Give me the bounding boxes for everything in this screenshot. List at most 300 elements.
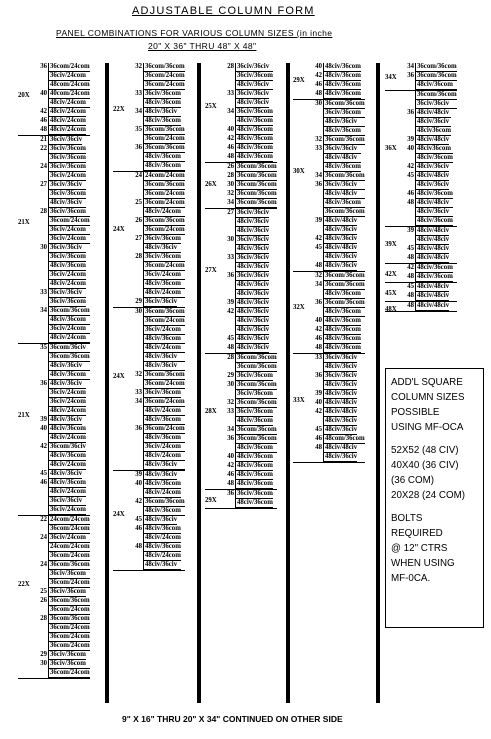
column-divider [105,63,109,703]
panel-width [401,91,415,109]
width-row [401,145,457,163]
panel-combination: 48civ/36com [325,326,361,333]
width-row [34,163,90,181]
panel-width: 39 [407,227,414,234]
width-row [129,90,185,108]
panel-combination: 48civ/36com [145,543,181,550]
width-row [221,354,277,372]
panel-combination: 48civ/36civ [325,363,358,370]
panel-combination: 40com/24com [50,90,90,97]
column-size-label: 39X [385,241,397,249]
panel-combination: 48civ/36com [325,90,361,97]
panel-combination: 36civ/36com [49,660,90,669]
panel-combination: 48civ/36com [417,154,453,161]
size-group [385,91,457,227]
panel-combination: 36com/24com [145,72,185,79]
width-row [221,408,277,426]
panel-width: 42 [315,408,322,415]
width-row [309,81,365,90]
panel-combination: 48civ/36com [325,81,361,88]
panel-combination: 48civ/24com [50,488,86,495]
note-line [391,503,483,511]
width-row [34,479,90,515]
panel-combination: 36civ/36com [50,154,86,161]
panel-combination: 48civ/36civ [237,99,270,106]
panel-combination: 48civ/36civ [417,163,450,170]
panel-combination: 48civ/36civ [325,381,358,388]
panel-width: 32 [135,63,142,70]
panel-combination: 48civ/36com [50,452,86,459]
width-row [221,490,277,508]
panel-width: 48 [227,480,234,487]
panel-combination: 48civ/36civ [325,253,358,260]
width-row [221,272,277,299]
panel-combination: 36civ/36civ [237,209,270,216]
panel-width: 45 [227,335,234,342]
panel-width: 45 [315,244,322,251]
panel-combination: 48com/24com [50,81,90,88]
panel-width: 26 [135,217,142,224]
panel-width: 39 [315,217,322,224]
panel-combination: 36com/36com [417,72,457,79]
panel-combination: 48civ/24com [145,534,181,541]
width-row [129,144,185,171]
column-size-label: 36X [385,145,397,152]
panel-combination: 36com/36civ [49,344,90,353]
panel-width: 40 [315,63,322,70]
panel-combination: 36civ/36civ [236,63,273,72]
panel-width: 21 [40,136,47,143]
panel-width: 36 [40,380,47,387]
panel-combination: 36com/36com [237,354,277,361]
panel-combination: 36com/24com [50,552,90,559]
panel-combination: 48civ/36com [325,72,361,79]
panel-combination: 36com/36com [325,281,365,288]
panel-width: 45 [407,172,414,179]
panel-width: 46 [315,335,322,342]
panel-combination: 48civ/36civ [237,308,270,315]
panel-width: 46 [227,471,234,478]
width-row [309,90,365,99]
size-group [293,63,365,100]
width-row [129,172,185,199]
width-row [34,470,90,479]
panel-combination: 48com/36com [325,435,365,442]
panel-combination: 48civ/36civ [237,317,270,324]
panel-combination: 36com/36com [145,371,185,378]
panel-combination: 36civ/36com [237,108,273,115]
panel-combination: 48civ/36com [324,127,365,136]
additional-sizes-note [385,368,484,628]
panel-combination: 48civ/24com [50,108,86,115]
panel-width: 26 [227,163,234,170]
note-line: COLUMN SIZES [391,392,465,403]
width-row [34,126,90,135]
panel-width: 34 [135,398,142,405]
width-row [221,480,277,489]
width-row [34,244,90,289]
panel-width: 34 [227,108,234,115]
width-row [221,63,277,90]
note-line: ADD'L SQUARE [391,377,463,388]
width-row [34,344,90,380]
width-row [309,63,365,72]
table-column [113,63,185,571]
panel-combination: 36civ/36civ [324,145,361,154]
panel-combination: 36com/36com [237,399,277,406]
panel-combination: 36civ/24com [144,326,185,335]
panel-combination: 48civ/48civ [417,283,450,290]
panel-width: 27 [135,235,142,242]
panel-combination: 36civ/36com [236,390,277,399]
width-row [34,615,90,651]
panel-combination: 36com/24com [145,135,185,142]
panel-width: 29 [135,298,142,305]
width-row [34,416,90,425]
panel-combination: 36civ/36com [324,109,365,118]
panel-combination: 36civ/36com [50,253,86,260]
note-line: 40X40 (36 CIV) [391,460,459,471]
column-size-label: 24X [113,226,125,233]
panel-combination: 36civ/36com [145,389,181,396]
width-row [309,390,365,399]
width-row [401,172,457,190]
panel-width: 40 [315,317,322,324]
panel-combination: 48civ/36com [237,135,273,142]
width-row [221,172,277,181]
panel-width: 39 [315,390,322,397]
panel-combination: 36com/24com [145,425,185,432]
panel-combination: 36civ/24com [144,271,185,280]
panel-width: 39 [407,136,414,143]
column-size-label: 26X [205,181,217,188]
width-row [401,254,457,263]
panel-width: 28 [135,253,142,260]
panel-combination: 48civ/36com [145,480,181,487]
panel-combination: 48civ/48civ [324,190,365,199]
panel-combination: 36civ/36civ [237,272,270,279]
panel-combination: 48civ/48civ [325,408,358,415]
panel-width: 33 [135,389,142,396]
panel-combination: 36com/36com [237,172,277,179]
panel-combination: 48civ36com [417,145,451,152]
width-row [129,425,185,470]
panel-combination: 36com/36com [325,136,365,143]
panel-width: 36 [227,490,234,497]
panel-width: 32 [315,272,322,279]
panel-combination: 48civ/36civ [144,108,181,117]
panel-width: 36 [315,299,322,306]
width-row [34,181,90,208]
size-group [18,136,90,344]
width-row [221,335,277,344]
panel-combination: 36civ/36com [49,570,90,579]
panel-width: 36 [40,63,47,70]
panel-combination: 48civ/24com [144,407,185,416]
panel-combination: 48civ/36com [325,163,361,170]
panel-width: 40 [315,399,322,406]
panel-combination: 48civ/36com [144,280,185,289]
panel-combination: 48civ/36com [49,371,90,380]
panel-combination: 36com/36com [145,217,185,224]
note-line: USING MF-OCA [391,422,464,433]
width-row [34,145,90,163]
panel-combination: 36civ/36com [50,298,86,305]
panel-combination: 48civ/36civ [237,245,270,252]
panel-combination: 36civ/36com [50,651,86,658]
panel-width: 22 [40,145,47,152]
panel-combination: 48civ/48civ [417,227,450,234]
width-row [401,245,457,254]
panel-combination: 48civ/36com [417,217,453,224]
panel-combination: 36com/36com [50,615,90,622]
panel-width: 40 [407,145,414,152]
width-row [221,181,277,190]
panel-combination: 36com/24com [145,226,185,233]
panel-combination: 36com/36com [237,363,277,370]
width-row [221,471,277,480]
panel-combination: 36com/24com [50,217,90,224]
column-size-label: 48X [385,305,397,313]
panel-width: 48 [40,126,47,133]
size-group [113,172,185,308]
panel-combination: 36civ/36civ [49,289,86,298]
size-group [205,354,277,490]
width-row [309,281,365,299]
panel-width: 34 [40,307,47,314]
panel-combination: 48civ/36com [237,117,273,124]
panel-combination: 36com/24com [50,642,90,649]
panel-combination: 48civ/36com [325,63,361,70]
panel-combination: 48civ/24com [50,407,86,414]
panel-combination: 36civ/24com [50,398,86,405]
panel-width: 39 [227,299,234,306]
width-row [34,561,90,588]
panel-width: 48 [227,344,234,351]
panel-width: 40 [40,425,47,432]
width-row [129,126,185,144]
width-row [221,236,277,254]
panel-width: 36 [315,181,322,188]
size-group [113,63,185,172]
width-row [34,289,90,307]
panel-combination: 48civ/36civ [237,263,270,270]
panel-combination: 48civ/36civ [144,244,181,253]
width-row [34,597,90,615]
panel-combination: 48civ/36civ [324,118,365,127]
size-group [385,283,457,302]
note-line: POSSIBLE [391,407,440,418]
width-row [221,163,277,172]
panel-width: 40 [40,90,47,97]
size-group [205,209,277,354]
width-row [309,444,365,462]
panel-combination: 48civ/48civ [417,245,450,252]
size-range: 20" X 36" THRU 48" X 48" [148,41,257,51]
column-size-label: 32X [293,304,305,312]
panel-combination: 36com/36com [145,308,185,315]
panel-width: 24 [135,172,142,179]
panel-width: 30 [315,100,322,107]
panel-combination: 48civ/36com [50,262,86,269]
panel-width: 30 [40,244,47,251]
panel-combination: 48civ/36civ [237,290,270,297]
panel-width: 40 [135,480,142,487]
panel-width: 27 [227,209,234,216]
panel-combination: 48civ/36com [237,471,273,478]
panel-combination: 36com/36com [50,307,90,314]
width-row [34,136,90,145]
panel-combination: 36civ/36civ [237,90,270,97]
panel-combination: 48civ/48civ [416,199,453,208]
width-row [401,136,457,145]
width-row [309,399,365,408]
panel-combination: 36com/36com [325,208,365,215]
panel-combination: 48civ/24com [49,334,90,343]
panel-combination: 48civ/36com [324,308,365,317]
panel-combination: 36com/36com [145,126,185,133]
panel-width: 40 [227,126,234,133]
panel-combination: 36com/36com [325,100,365,107]
panel-combination: 48civ/24com [144,344,185,353]
panel-combination: 36com/36com [417,91,457,98]
panel-width: 35 [135,126,142,133]
panel-combination: 36com/24com [145,199,185,206]
panel-combination: 36com/24com [145,317,185,324]
panel-combination: 36civ/36civ [237,254,270,261]
size-group [385,302,457,312]
panel-combination: 36civ/24com [49,235,90,244]
panel-width: 48 [315,344,322,351]
panel-combination: 48civ/48civ [324,154,361,163]
column-divider [376,63,380,703]
panel-width: 32 [227,190,234,197]
panel-combination: 48civ/24com [144,289,185,298]
note-line: (36 COM) [391,475,435,486]
panel-combination: 36civ/36com [237,490,273,497]
panel-width: 36 [135,144,142,151]
panel-combination: 48civ/36com [144,153,185,162]
width-row [221,435,277,453]
width-row [129,371,185,389]
panel-width: 33 [227,408,234,415]
panel-combination: 36com/36com [145,498,185,505]
table-column [385,63,457,312]
width-row [309,217,365,235]
column-size-label: 24X [113,510,125,518]
size-group [293,272,365,354]
panel-width: 28 [227,63,234,70]
panel-width: 45 [40,470,47,477]
panel-combination: 36civ/36com [237,408,273,415]
panel-width: 40 [227,453,234,460]
panel-width: 24 [40,163,47,170]
panel-width: 33 [40,289,47,296]
panel-width: 42 [227,462,234,469]
panel-combination: 36civ/36com [145,235,181,242]
panel-width: 46 [40,479,47,486]
size-group [205,63,277,163]
panel-combination: 36civ/24com [49,325,90,334]
panel-combination: 24com/24com [50,543,90,550]
note-line: BOLTS [391,513,423,524]
width-row [34,660,90,678]
panel-combination: 48civ/36civ [325,226,358,233]
width-row [221,462,277,471]
panel-combination: 48civ/36com [145,525,181,532]
panel-combination: 36civ/36com [237,72,273,79]
panel-combination: 48civ/36com [144,416,185,425]
panel-combination: 48civ/48civ [325,399,358,406]
panel-combination: 48civ/24com [50,117,86,124]
panel-combination: 48civ/24com [50,434,86,441]
width-row [309,299,365,317]
panel-combination: 36com/36com [50,597,90,604]
width-row [401,163,457,172]
panel-combination: 36com/36com [325,299,365,306]
width-row [129,308,185,371]
panel-width: 28 [227,354,234,361]
panel-width: 30 [40,660,47,667]
panel-combination: 36civ/24com [50,172,86,179]
width-row [401,292,457,301]
panel-combination: 36civ/36com [145,90,181,97]
panel-combination: 48civ/36civ [237,281,270,288]
panel-width: 48 [315,262,322,269]
panel-combination: 36com/36com [237,190,277,197]
size-group [205,490,277,509]
width-row [34,588,90,597]
panel-width: 46 [407,190,414,197]
panel-width: 48 [407,254,414,261]
width-row [129,235,185,253]
panel-combination: 36com/24com [145,262,185,269]
panel-width: 34 [407,63,414,70]
panel-width: 36 [407,72,414,79]
panel-width: 34 [227,199,234,206]
panel-combination: 48civ/36civ [49,380,86,389]
panel-combination: 48civ/36civ [325,426,358,433]
panel-combination: 48civ/36com [417,264,453,271]
width-row [129,480,185,498]
size-group [18,63,90,136]
panel-width: 33 [227,90,234,97]
panel-combination: 36com/36com [145,63,185,70]
panel-combination: 36civ/24com [49,534,90,543]
panel-combination: 36civ/36civ [324,181,365,190]
panel-width: 30 [227,236,234,243]
table-column [293,63,365,463]
panel-combination: 48civ/48civ [417,292,450,299]
panel-combination: 36civ/36civ [416,100,457,109]
panel-combination: 48civ/48civ [417,136,450,143]
panel-width: 48 [135,543,142,550]
panel-combination: 36civ/36com [144,253,185,262]
panel-combination: 48civ/36civ [236,81,273,90]
width-row [221,299,277,308]
panel-combination: 36com/36com [50,353,90,360]
panel-combination: 48civ/36civ [144,561,181,570]
width-row [129,217,185,235]
panel-combination: 36com/36com [145,181,185,188]
panel-combination: 48civ/36com [50,479,86,486]
panel-combination: 48civ/36civ [237,218,270,225]
panel-width: 46 [135,525,142,532]
panel-width: 39 [40,416,47,423]
column-size-label: 45X [385,290,397,298]
panel-combination: 48civ/36civ [417,181,450,188]
panel-combination: 48civ/36com [417,273,453,280]
